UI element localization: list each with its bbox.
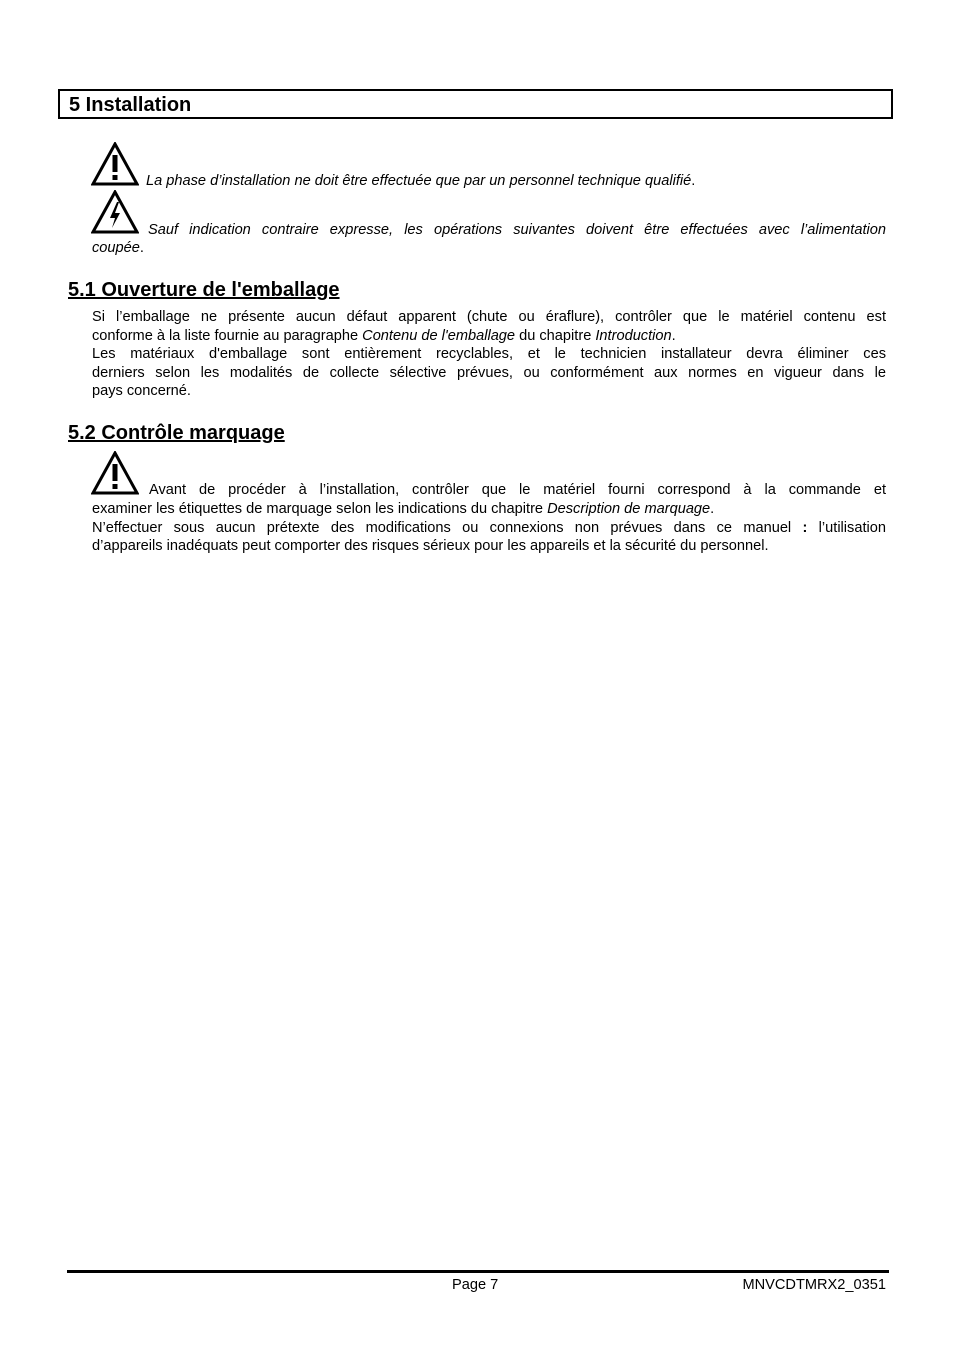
chapter-title: 5 Installation xyxy=(69,94,192,116)
paragraph-line: Les matériaux d'emballage sont entièrement recyclables, et le technicien installateur devra éliminer ces xyxy=(92,346,886,362)
paragraph-line: derniers selon les modalités de collecte sélective prévues, ou conformément aux normes en vigueur dans le xyxy=(92,365,886,381)
section-heading-unpacking: 5.1 Ouverture de l'emballage xyxy=(68,279,340,301)
paragraph-line: pays concerné. xyxy=(92,383,191,399)
warning-text-power-off-line2: coupée. xyxy=(92,240,144,256)
paragraph-line: examiner les étiquettes de marquage selon les indications du chapitre Description de marquage. xyxy=(92,501,715,517)
warning-triangle-icon xyxy=(91,142,139,186)
section-heading-marking-check: 5.2 Contrôle marquage xyxy=(68,422,285,444)
paragraph-line: conforme à la liste fournie au paragraphe Contenu de l'emballage du chapitre Introduction. xyxy=(92,328,676,344)
warning-triangle-icon xyxy=(91,451,139,495)
electrical-hazard-icon xyxy=(91,190,139,234)
warning-text-power-off-line1: Sauf indication contraire expresse, les opérations suivantes doivent être effectuées avec l’alimentation xyxy=(148,222,886,238)
document-code: MNVCDTMRX2_0351 xyxy=(742,1277,886,1293)
paragraph-line: Avant de procéder à l’installation, contrôler que le matériel fourni correspond à la commande et xyxy=(149,482,886,498)
paragraph-line: Si l’emballage ne présente aucun défaut apparent (chute ou éraflure), contrôler que le matériel contenu est xyxy=(92,309,886,325)
page-number: Page 7 xyxy=(452,1277,499,1293)
paragraph-line: N’effectuer sous aucun prétexte des modifications ou connexions non prévues dans ce manuel : l’utilisation xyxy=(92,520,886,536)
footer-rule xyxy=(67,1270,889,1273)
paragraph-line: d’appareils inadéquats peut comporter des risques sérieux pour les appareils et la sécurité du personnel. xyxy=(92,538,769,554)
chapter-title-box xyxy=(58,89,893,119)
warning-text-qualified-personnel: La phase d’installation ne doit être effectuée que par un personnel technique qualifié. xyxy=(146,173,696,189)
